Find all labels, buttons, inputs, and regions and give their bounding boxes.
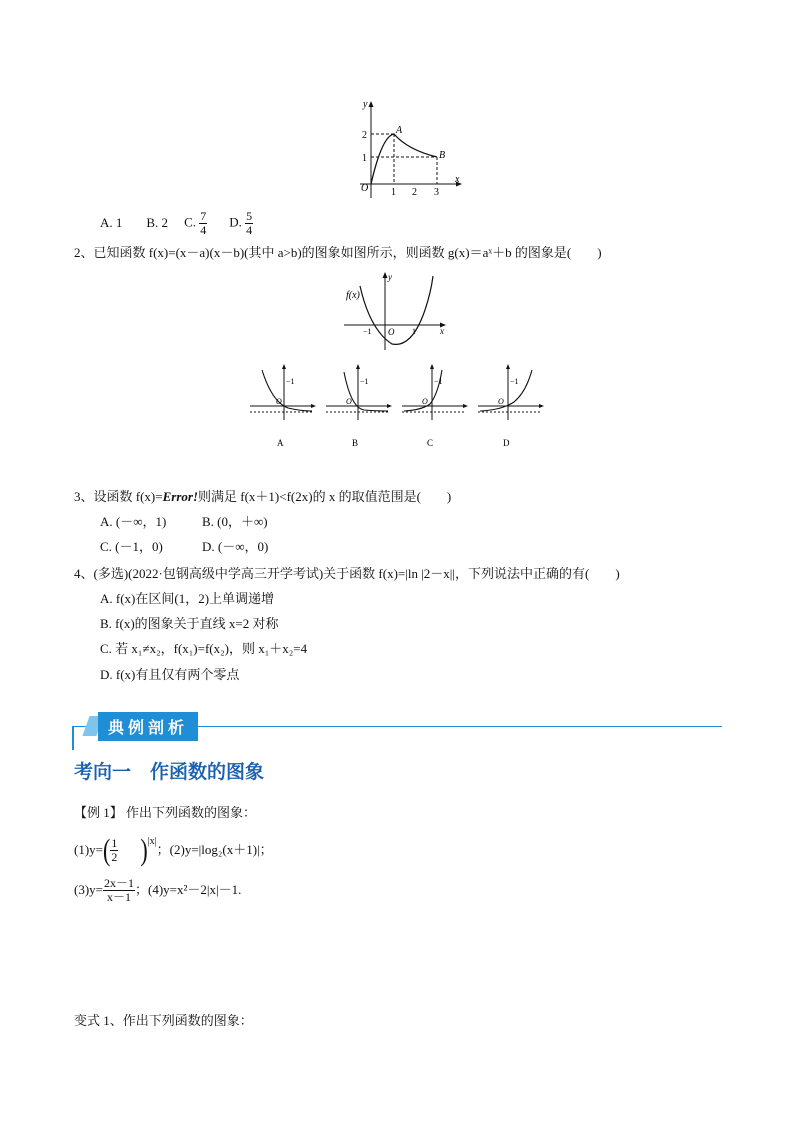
q1-point-b: B	[439, 150, 446, 161]
q4-number: 4、	[74, 566, 94, 581]
q1-graph	[350, 98, 475, 204]
q2-choice-b-tick: −1	[360, 377, 369, 386]
q2-choice-a[interactable]	[250, 364, 316, 448]
q2-main-tick-1: 1	[412, 327, 416, 336]
q2-main-axis-y: y	[388, 272, 392, 282]
q1-axis-x: x	[455, 174, 460, 185]
example1-p1-prefix: (1)y=	[74, 842, 103, 857]
q1-option-c-prefix: C.	[184, 213, 196, 229]
example1-p1-fraction	[110, 837, 118, 864]
section-banner	[72, 712, 722, 752]
q2-choice-graphs	[246, 362, 546, 452]
q2-main-origin: O	[388, 327, 395, 337]
q1-tick-x3: 3	[434, 187, 439, 198]
example1-heading: 【例 1】 作出下列函数的图象：	[74, 805, 257, 820]
q1-option-c-fraction	[199, 210, 207, 237]
q1-option-a[interactable]: A. 1	[100, 215, 123, 230]
q4-option-a[interactable]: A. f(x)在区间(1，2)上单调递增	[100, 591, 275, 606]
example1-p3-tail: ；(4)y=x²－2|x|－1.	[135, 882, 242, 897]
example1-p1-exp: |x|	[147, 836, 157, 847]
q2-main-tick-neg1: −1	[363, 327, 372, 336]
q1-option-b[interactable]: B. 2	[146, 215, 169, 230]
q4-text: (多选)(2022·包钢高级中学高三开学考试)关于函数 f(x)=|ln |2－x||，下列说法中正确的有( )	[93, 566, 620, 581]
q1-option-c-num: 7	[200, 208, 207, 223]
q2-number: 2、	[74, 245, 94, 260]
q1-tick-y1: 1	[362, 153, 367, 164]
q2-main-label: f(x)	[346, 290, 360, 301]
q3-stem	[74, 489, 451, 505]
q2-choice-d-tick: −1	[510, 377, 519, 386]
example1-p3-fraction	[103, 877, 135, 904]
q2-choice-d[interactable]	[478, 364, 544, 448]
variant1-heading: 变式 1、作出下列函数的图象：	[74, 1013, 253, 1028]
q2-choice-b[interactable]	[326, 364, 392, 448]
q2-main-axis-x: x	[440, 326, 444, 336]
q1-option-d-num: 5	[246, 208, 253, 223]
q1-point-a: A	[396, 125, 403, 136]
example1-p3-num: 2x－1	[104, 875, 135, 890]
q3-option-b[interactable]: B. (0，＋∞)	[202, 514, 268, 529]
example1-p1-tail: ；(2)y=|log₂(x＋1)|；	[156, 842, 273, 857]
q2-choice-c-letter: C	[427, 438, 434, 448]
example1-line2	[74, 873, 241, 907]
q4-option-c[interactable]: C. 若 x₁≠x₂，f(x₁)=f(x₂)，则 x₁＋x₂=4	[100, 641, 308, 656]
example1-p1-lparen: (	[103, 831, 111, 867]
q1-options	[100, 206, 253, 240]
q1-option-d-fraction	[245, 210, 253, 237]
q1-option-d-den: 4	[246, 222, 253, 237]
q1-option-c[interactable]	[184, 210, 207, 237]
q2-choice-d-origin: O	[498, 397, 504, 406]
q2-main-graph	[340, 270, 450, 352]
q2-choice-a-tick: −1	[286, 377, 295, 386]
q2-choice-c-origin: O	[422, 397, 428, 406]
q3-number: 3、	[74, 489, 94, 504]
q1-tick-x2: 2	[412, 187, 417, 198]
q1-tick-y2: 2	[362, 130, 367, 141]
example1-p3-den: x－1	[107, 889, 132, 904]
q4-option-b[interactable]: B. f(x)的图象关于直线 x=2 对称	[100, 616, 279, 631]
section-title: 考向一 作函数的图象	[74, 761, 265, 783]
q1-axis-y: y	[363, 99, 368, 110]
example1-p1-num: 1	[111, 835, 118, 850]
q1-option-d-prefix: D.	[229, 213, 242, 229]
q3-post: 则满足 f(x＋1)<f(2x)的 x 的取值范围是( )	[198, 489, 452, 504]
example1-line1	[74, 832, 273, 868]
q1-option-d[interactable]	[229, 210, 253, 237]
q3-option-c[interactable]: C. (－1，0)	[100, 539, 163, 554]
banner-tab: 典例剖析	[98, 712, 198, 741]
example1-p1-rparen: )	[140, 831, 148, 867]
q2-choice-b-origin: O	[346, 397, 352, 406]
q3-option-d[interactable]: D. (－∞，0)	[202, 539, 269, 554]
q1-origin: O	[361, 183, 369, 194]
q2-stem	[74, 245, 602, 261]
q4-stem	[74, 566, 620, 582]
example1-p3-prefix: (3)y=	[74, 882, 103, 897]
q2-text: 已知函数 f(x)=(x－a)(x－b)(其中 a>b)的图象如图所示，则函数 g(x)＝aˣ＋b 的图象是( )	[93, 245, 602, 260]
q4-option-d[interactable]: D. f(x)有且仅有两个零点	[100, 667, 240, 682]
banner-left-tick	[72, 726, 74, 750]
q3-option-a[interactable]: A. (－∞，1)	[100, 514, 167, 529]
q2-choice-b-letter: B	[352, 438, 359, 448]
q2-choice-d-letter: D	[503, 438, 510, 448]
example1-p1-den: 2	[111, 849, 118, 864]
q3-pre: 设函数 f(x)=	[93, 489, 163, 504]
q2-choice-a-letter: A	[277, 438, 284, 448]
q2-choice-c-tick: −1	[434, 377, 443, 386]
q3-error: Error!	[162, 489, 199, 504]
q2-choice-c[interactable]	[402, 364, 468, 448]
q1-tick-x1: 1	[391, 187, 396, 198]
q1-option-c-den: 4	[200, 222, 207, 237]
q2-choice-a-origin: O	[276, 397, 282, 406]
